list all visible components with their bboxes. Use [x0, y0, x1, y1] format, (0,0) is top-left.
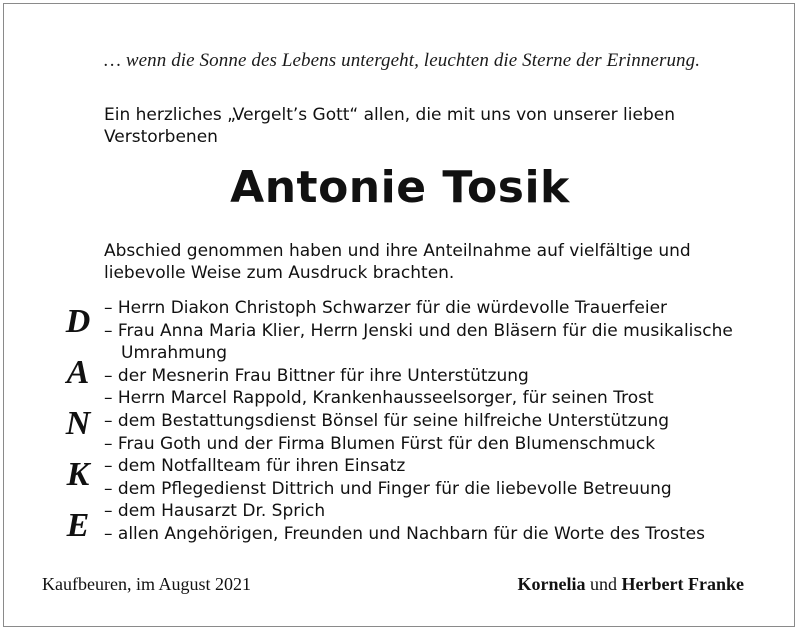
thanks-item: – Herrn Diakon Christoph Schwarzer für die würdevolle Trauerfeier	[104, 298, 668, 318]
thanks-item: – allen Angehörigen, Freunden und Nachbarn für die Worte des Trostes	[104, 523, 705, 544]
thanks-item: – der Mesnerin Frau Bittner für ihre Unterstützung	[104, 365, 529, 386]
danke-letter: K	[66, 456, 90, 493]
thanks-item: – dem Notfallteam für ihren Einsatz	[104, 456, 406, 477]
obituary-thank-you-notice	[3, 3, 795, 627]
danke-letter: A	[66, 354, 90, 391]
thanks-item: – Frau Anna Maria Klier, Herrn Jenski und den Bläsern für die musikalische Umrahmung	[104, 320, 733, 364]
signature-second-name: Herbert Franke	[621, 574, 744, 594]
thanks-item: – dem Hausarzt Dr. Sprich	[104, 501, 326, 522]
deceased-name: Antonie Tosik	[230, 162, 570, 213]
farewell-text: Abschied genommen haben und ihre Anteilnahme auf vielfältige und liebevolle Weise zum Ausdruck brachten.	[104, 241, 691, 283]
signature	[518, 574, 744, 595]
danke-letter: D	[65, 303, 91, 340]
thanks-item: – dem Pflegedienst Dittrich und Finger für die liebevolle Betreuung	[104, 478, 672, 499]
signature-first-name: Kornelia	[517, 574, 586, 594]
motto-quote: … wenn die Sonne des Lebens untergeht, leuchten die Sterne der Erinnerung.	[104, 50, 701, 71]
signature-connector: und	[590, 574, 618, 594]
thanks-item: – Frau Goth und der Firma Blumen Fürst für den Blumenschmuck	[104, 433, 656, 454]
intro-text: Ein herzliches „Vergelt’s Gott“ allen, die mit uns von unserer lieben Verstorbenen	[104, 105, 675, 147]
thanks-list	[104, 297, 764, 546]
thanks-item: – dem Bestattungsdienst Bönsel für seine hilfreiche Unterstützung	[104, 410, 670, 431]
thanks-item: – Herrn Marcel Rappold, Krankenhausseelsorger, für seinen Trost	[104, 388, 654, 409]
danke-letter: E	[66, 507, 90, 544]
danke-letter: N	[65, 405, 91, 442]
place-and-date: Kaufbeuren, im August 2021	[42, 574, 251, 594]
danke-vertical-word	[58, 296, 98, 551]
